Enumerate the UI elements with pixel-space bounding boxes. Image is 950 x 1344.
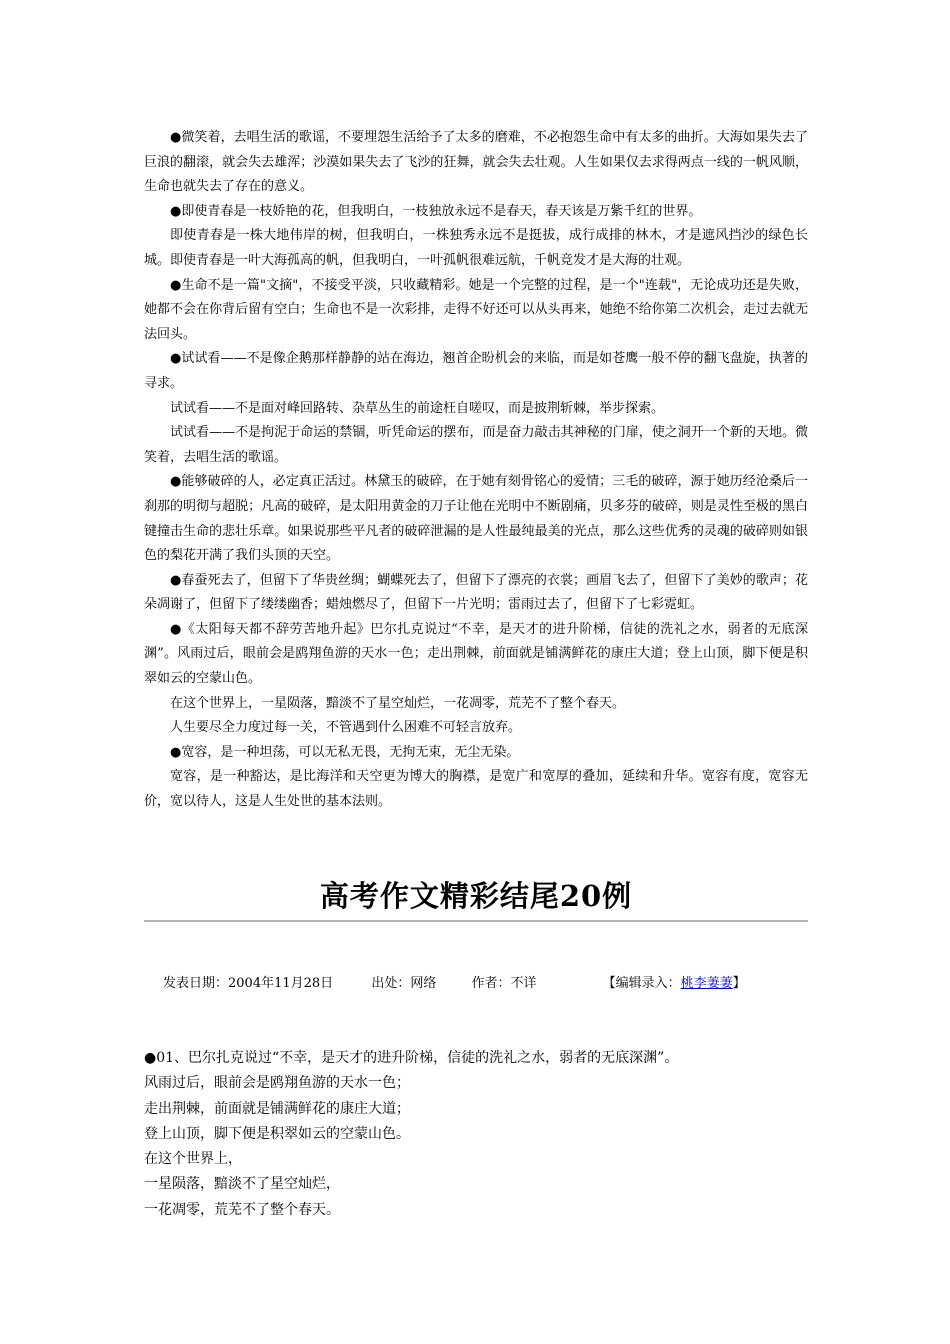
article-title: 高考作文精彩结尾20例 — [319, 879, 633, 913]
editor-name-link[interactable]: 桃李萋萋 — [680, 976, 733, 991]
article-line: 走出荆棘，前面就是铺满鲜花的康庄大道； — [144, 1100, 410, 1117]
editor-prefix: 【编辑录入： — [602, 976, 681, 991]
publish-date: 发表日期：2004年11月28日 — [163, 976, 334, 991]
paragraph: ●即使青春是一枝娇艳的花，但我明白，一枝独放永远不是春天，春天该是万紫千红的世界。 — [170, 203, 702, 219]
editor-credit — [603, 974, 746, 994]
paragraph: ●《太阳每天都不辞劳苦地升起》巴尔扎克说过“不幸，是天才的进升阶梯，信徒的洗礼之水，弱者的无底深渊”。风雨过后，眼前会是鸥翔鱼游的天水一色；走出荆棘，前面就是铺满鲜花的康庄大道；登上山顶，脚下便是积翠如云的空蒙山色。 — [144, 621, 808, 687]
article-line: ●01、巴尔扎克说过“不幸，是天才的进升阶梯，信徒的洗礼之水，弱者的无底深渊”。 — [144, 1050, 679, 1066]
paragraph: 即使青春是一株大地伟岸的树，但我明白，一株独秀永远不是挺拔，成行成排的林木，才是遮风挡沙的绿色长城。即使青春是一叶大海孤高的帆，但我明白，一叶孤帆很难远航，千帆竞发才是大海的壮观。 — [144, 228, 808, 268]
paragraph: ●生命不是一篇"文摘"，不接受平淡，只收藏精彩。她是一个完整的过程，是一个"连载"，无论成功还是失败，她都不会在你背后留有空白；生命也不是一次彩排，走得不好还可以从头再来，她绝不给你第二次机会，走过去就无法回头。 — [144, 277, 808, 342]
article-line: 在这个世界上， — [144, 1151, 242, 1168]
paragraph: ●春蚕死去了，但留下了华贵丝绸；蝴蝶死去了，但留下了漂亮的衣裳；画眉飞去了，但留下了美妙的歌声；花朵凋谢了，但留下了缕缕幽香；蜡烛燃尽了，但留下一片光明；雷雨过去了，但留下了七彩霓虹。 — [144, 572, 808, 613]
article-author: 作者：不详 — [471, 976, 537, 991]
title-divider — [144, 920, 808, 922]
paragraph: ●宽容，是一种坦荡，可以无私无畏，无拘无束，无尘无染。 — [170, 744, 520, 760]
paragraph: 试试看——不是拘泥于命运的禁锢，听凭命运的摆布，而是奋力敲击其神秘的门扉，使之洞开一个新的天地。微笑着，去唱生活的歌谣。 — [144, 425, 808, 465]
article-line: 一花凋零，荒芜不了整个春天。 — [144, 1201, 340, 1218]
paragraph: ●试试看——不是像企鹅那样静静的站在海边，翘首企盼机会的来临，而是如苍鹰一般不停的翻飞盘旋，执著的寻求。 — [144, 351, 808, 391]
paragraph: ●能够破碎的人，必定真正活过。林黛玉的破碎，在于她有刻骨铭心的爱情；三毛的破碎，源于她历经沧桑后一刹那的明彻与超脱；凡高的破碎，是太阳用黄金的刀子让他在光明中不断剧痛，贝多芬的破碎，则是灵性至极的黑白键撞击生命的悲壮乐章。如果说那些平凡者的破碎泄漏的是人性最纯最美的光点，那么这些优秀的灵魂的破碎则如银色的梨花开满了我们头顶的天空。 — [144, 474, 808, 564]
article-line: 一星陨落，黯淡不了星空灿烂， — [144, 1176, 340, 1193]
article-line: 登上山顶，脚下便是积翠如云的空蒙山色。 — [144, 1125, 410, 1142]
paragraph: 试试看——不是面对峰回路转、杂草丛生的前途枉自嗟叹，而是披荆斩棘，举步探索。 — [170, 400, 665, 416]
article-source: 出处：网络 — [371, 976, 437, 991]
article-body — [144, 1046, 808, 1223]
editor-suffix: 】 — [732, 976, 746, 991]
paragraph: 人生要尽全力度过每一关，不管遇到什么困难不可轻言放弃。 — [170, 720, 522, 736]
article-line: 风雨过后，眼前会是鸥翔鱼游的天水一色； — [144, 1075, 410, 1092]
paragraph: ●微笑着，去唱生活的歌谣，不要埋怨生活给予了太多的磨难，不必抱怨生命中有太多的曲折。大海如果失去了巨浪的翻滚，就会失去雄浑；沙漠如果失去了飞沙的狂舞，就会失去壮观。人生如果仅去求得两点一线的一帆风顺，生命也就失去了存在的意义。 — [144, 130, 808, 195]
paragraph: 在这个世界上，一星陨落，黯淡不了星空灿烂，一花凋零，荒芜不了整个春天。 — [170, 695, 626, 711]
upper-text-block — [144, 126, 808, 815]
article-meta — [144, 974, 808, 994]
paragraph: 宽容，是一种豁达，是比海洋和天空更为博大的胸襟，是宽广和宽厚的叠加，延续和升华。宽容有度，宽容无价，宽以待人，这是人生处世的基本法则。 — [144, 769, 808, 810]
